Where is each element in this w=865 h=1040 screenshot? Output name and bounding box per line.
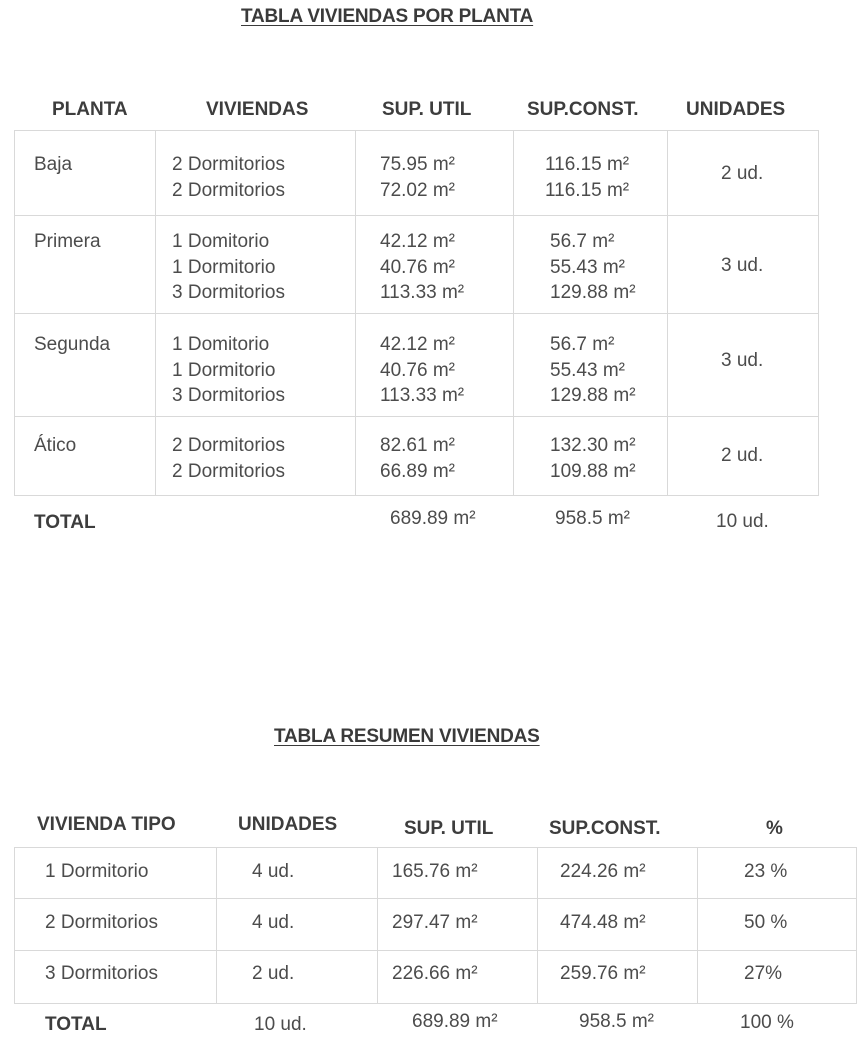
sup-util-value: 40.76 m² (380, 256, 455, 278)
table2-col-divider (697, 847, 698, 1004)
table2-tipo: 1 Dormitorio (45, 861, 149, 882)
vivienda-type: 2 Dormitorios (172, 179, 285, 201)
vivienda-type: 1 Dormitorio (172, 359, 276, 381)
table1-total-label: TOTAL (34, 512, 96, 533)
table1-title: TABLA VIVIENDAS POR PLANTA (241, 6, 534, 27)
table2-header-sup-util: SUP. UTIL (404, 818, 494, 839)
table2-pct: 27% (744, 963, 783, 984)
table2-total-sup-const: 958.5 m² (579, 1011, 654, 1032)
table1-row-divider (14, 215, 819, 216)
sup-const-value: 56.7 m² (550, 334, 615, 355)
table1-sup-util-cell (380, 433, 455, 484)
table1-sup-util-cell (380, 229, 464, 306)
sup-util-value: 113.33 m² (380, 385, 465, 406)
table2-header-unidades: UNIDADES (238, 814, 338, 835)
sup-util-value: 66.89 m² (380, 460, 455, 482)
table1-sup-const-cell (550, 433, 636, 484)
sup-util-value: 40.76 m² (380, 359, 455, 381)
table1-header-viviendas: VIVIENDAS (206, 99, 309, 120)
table1-header-planta: PLANTA (52, 99, 128, 120)
table2-sup-const: 259.76 m² (560, 963, 646, 984)
table2-sup-const: 474.48 m² (560, 912, 646, 933)
table2-header-pct: % (766, 818, 783, 839)
table1-planta: Primera (34, 231, 101, 252)
table2-row-divider (14, 898, 857, 899)
table1-sup-const-cell (545, 152, 629, 203)
table2-tipo: 2 Dormitorios (45, 912, 158, 933)
table1-viviendas-cell (172, 433, 285, 484)
table2-title: TABLA RESUMEN VIVIENDAS (274, 726, 540, 747)
table1-sup-const-cell (550, 229, 636, 306)
table1-row-divider (14, 416, 819, 417)
table2-header-sup-const: SUP.CONST. (549, 818, 661, 839)
table2-pct: 50 % (744, 912, 788, 933)
table1-sup-util-cell (380, 152, 455, 203)
sup-const-value: 116.15 m² (545, 154, 630, 175)
table2-total-unidades: 10 ud. (254, 1014, 307, 1035)
table1-header-sup-util: SUP. UTIL (382, 99, 472, 120)
sup-const-value: 55.43 m² (550, 359, 625, 381)
table2-col-divider (377, 847, 378, 1004)
vivienda-type: 1 Domitorio (172, 231, 270, 252)
table2-unidades: 4 ud. (252, 912, 295, 933)
table1-viviendas-cell (172, 332, 285, 409)
sup-util-value: 82.61 m² (380, 435, 455, 456)
sup-const-value: 129.88 m² (550, 282, 636, 303)
vivienda-type: 2 Dormitorios (172, 460, 285, 482)
table1-sup-util-cell (380, 332, 464, 409)
sup-util-value: 42.12 m² (380, 334, 455, 355)
vivienda-type: 3 Dormitorios (172, 385, 285, 406)
table1-unidades: 3 ud. (721, 255, 764, 276)
sup-util-value: 72.02 m² (380, 179, 455, 201)
table2-col-divider (537, 847, 538, 1004)
table2-unidades: 2 ud. (252, 963, 295, 984)
sup-const-value: 132.30 m² (550, 435, 636, 456)
table2-total-pct: 100 % (740, 1012, 794, 1033)
vivienda-type: 3 Dormitorios (172, 282, 285, 303)
table2-row-divider (14, 950, 857, 951)
table1-viviendas-cell (172, 229, 285, 306)
table1-header-unidades: UNIDADES (686, 99, 786, 120)
table2-sup-util: 165.76 m² (392, 861, 478, 882)
table1-planta: Ático (34, 435, 77, 456)
table1-total-sup-util: 689.89 m² (390, 508, 476, 529)
table1-sup-const-cell (550, 332, 636, 409)
sup-util-value: 113.33 m² (380, 282, 465, 303)
table2-sup-const: 224.26 m² (560, 861, 646, 882)
table1-planta: Baja (34, 154, 73, 175)
sup-const-value: 55.43 m² (550, 256, 625, 278)
table1-total-sup-const: 958.5 m² (555, 508, 630, 529)
sup-const-value: 56.7 m² (550, 231, 615, 252)
table2-total-label: TOTAL (45, 1014, 107, 1035)
table1-unidades: 2 ud. (721, 163, 764, 184)
vivienda-type: 1 Domitorio (172, 334, 270, 355)
table2-header-tipo: VIVIENDA TIPO (37, 814, 176, 835)
table2-tipo: 3 Dormitorios (45, 963, 158, 984)
table1-total-unidades: 10 ud. (716, 511, 769, 532)
sup-const-value: 129.88 m² (550, 385, 636, 406)
table2-pct: 23 % (744, 861, 788, 882)
table2-total-sup-util: 689.89 m² (412, 1011, 498, 1032)
vivienda-type: 1 Dormitorio (172, 256, 276, 278)
sup-util-value: 42.12 m² (380, 231, 455, 252)
sup-const-value: 109.88 m² (550, 460, 636, 482)
table1-unidades: 2 ud. (721, 445, 764, 466)
table2-sup-util: 226.66 m² (392, 963, 478, 984)
vivienda-type: 2 Dormitorios (172, 154, 285, 175)
sup-util-value: 75.95 m² (380, 154, 455, 175)
sup-const-value: 116.15 m² (545, 179, 630, 201)
table1-header-sup-const: SUP.CONST. (527, 99, 639, 120)
vivienda-type: 2 Dormitorios (172, 435, 285, 456)
table1-planta: Segunda (34, 334, 111, 355)
table2-unidades: 4 ud. (252, 861, 295, 882)
table1-viviendas-cell (172, 152, 285, 203)
table2-sup-util: 297.47 m² (392, 912, 478, 933)
table2-col-divider (216, 847, 217, 1004)
table1-unidades: 3 ud. (721, 350, 764, 371)
table1-row-divider (14, 313, 819, 314)
